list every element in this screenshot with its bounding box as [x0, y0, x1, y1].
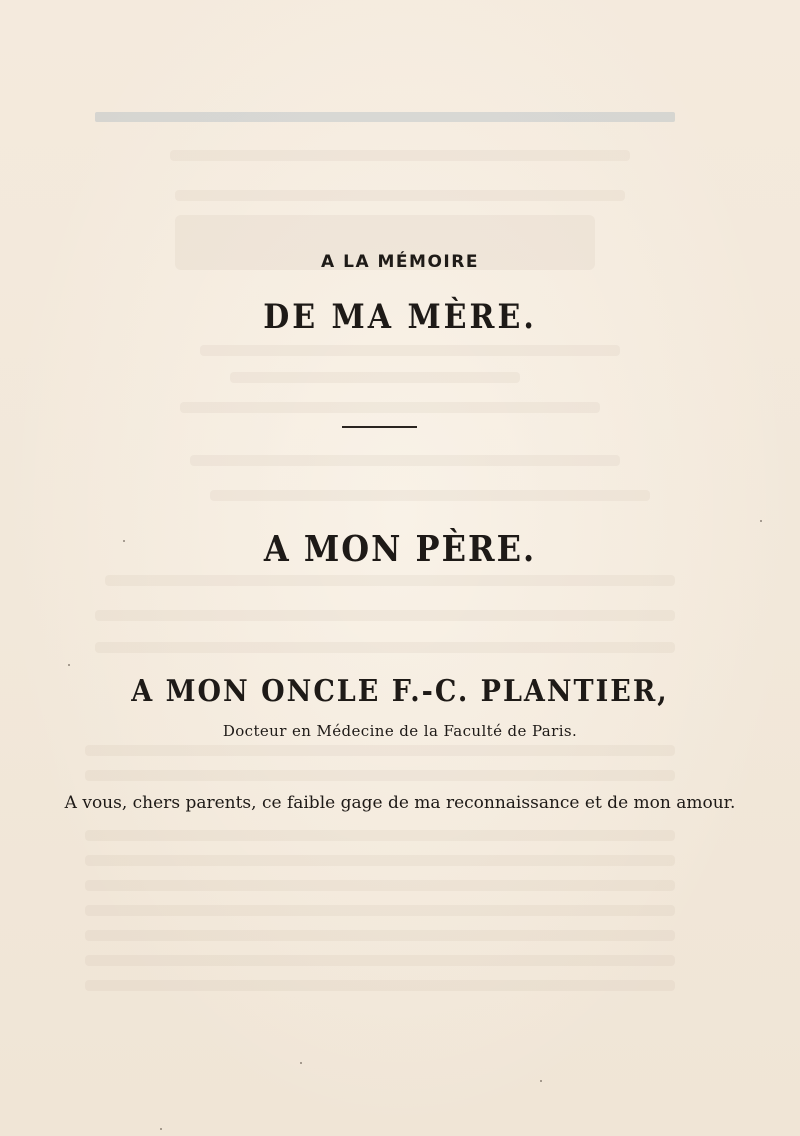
ink-speck: [760, 520, 762, 522]
ink-speck: [68, 664, 70, 666]
dedication-father: A MON PÈRE.: [263, 528, 537, 570]
dedication-mother-line1: A LA MÉMOIRE: [321, 252, 479, 272]
dedication-uncle: A MON ONCLE F.-C. PLANTIER,: [131, 674, 669, 709]
ink-speck: [160, 1128, 162, 1130]
dedication-uncle-title: Docteur en Médecine de la Faculté de Paris.: [222, 722, 578, 740]
dedication-closing: A vous, chers parents, ce faible gage de ma reconnaissance et de mon amour.: [64, 793, 736, 813]
separator-rule: [342, 426, 417, 428]
ink-speck: [123, 540, 125, 542]
dedication-mother-line2: DE MA MÈRE.: [263, 297, 537, 338]
bleed-header-band: [95, 112, 675, 122]
ink-speck: [300, 1062, 302, 1064]
ink-speck: [540, 1080, 542, 1082]
